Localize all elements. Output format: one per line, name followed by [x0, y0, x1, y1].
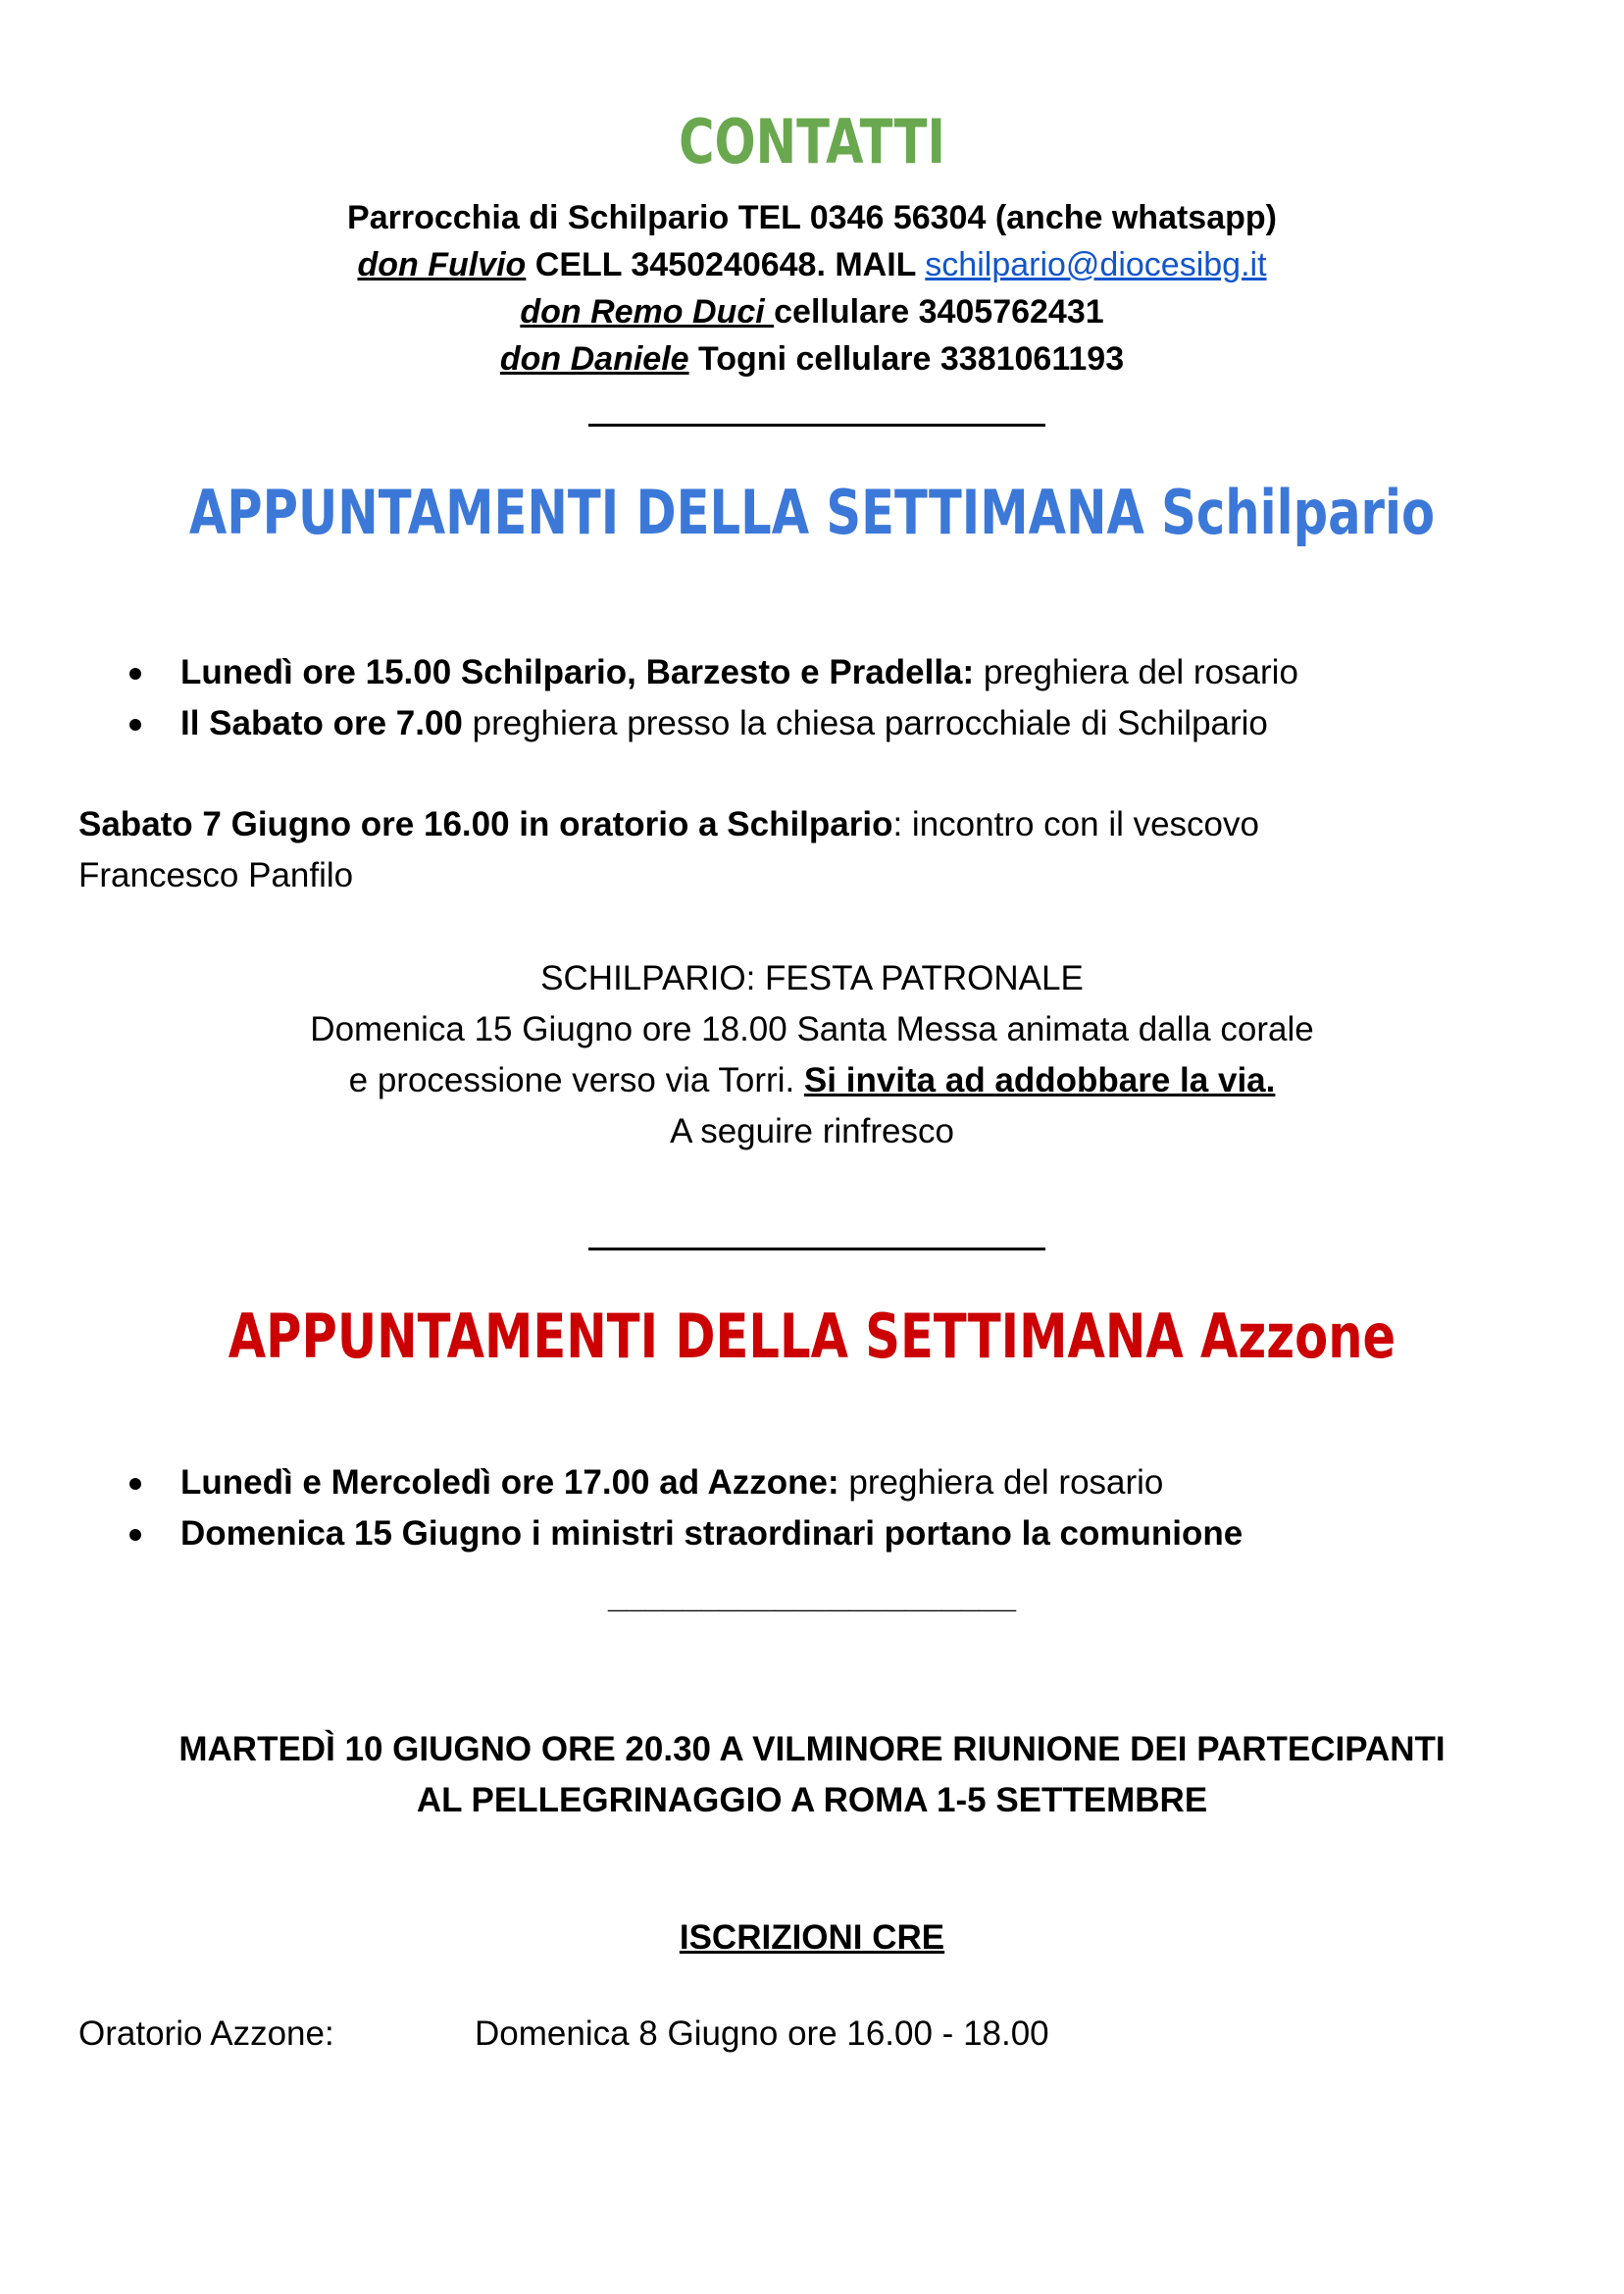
priest-name-remo: don Remo Duci	[520, 293, 775, 331]
azzone-title-main: APPUNTAMENTI DELLA SETTIMANA	[228, 1300, 1184, 1372]
list-item-bold: Il Sabato ore 7.00	[180, 704, 463, 742]
list-item-bold: Lunedì e Mercoledì ore 17.00 ad Azzone:	[180, 1463, 839, 1502]
list-item	[129, 698, 1551, 749]
cre-label: Oratorio Azzone:	[78, 2014, 334, 2053]
azzone-title	[163, 1300, 1462, 1372]
list-item	[129, 1457, 1551, 1508]
festa-line-1: Domenica 15 Giugno ore 18.00 Santa Messa animata dalla corale	[310, 1010, 1314, 1048]
list-item-bold: Lunedì ore 15.00 Schilpario, Barzesto e Pradella:	[180, 653, 975, 691]
festa-line-3: A seguire rinfresco	[670, 1112, 954, 1150]
divider-3: ______________________	[607, 1578, 1016, 1615]
cre-title: ISCRIZIONI CRE	[679, 1918, 945, 1957]
festa-title: SCHILPARIO: FESTA PATRONALE	[540, 959, 1084, 997]
list-item	[129, 1508, 1551, 1559]
schilpario-title-place: Schilpario	[1143, 477, 1436, 548]
email-link[interactable]: schilpario@diocesibg.it	[925, 246, 1267, 283]
azzone-title-place: Azzone	[1183, 1300, 1396, 1372]
meeting-bishop: Francesco Panfilo	[78, 856, 354, 894]
pilgrimage-line-2: AL PELLEGRINAGGIO A ROMA 1-5 SETTEMBRE	[416, 1781, 1208, 1819]
contact-line-remo	[0, 288, 1624, 335]
pilgrimage-line-1: MARTEDÌ 10 GIUGNO ORE 20.30 A VILMINORE RIUNIONE DEI PARTECIPANTI	[178, 1730, 1446, 1768]
divider-2	[588, 1248, 1045, 1250]
contact-line-fulvio	[0, 241, 1624, 288]
daniele-contact: Togni cellulare 3381061193	[688, 340, 1125, 378]
fulvio-contact: CELL 3450240648. MAIL	[526, 246, 926, 283]
bishop-meeting	[78, 799, 1549, 901]
divider-1	[588, 424, 1045, 427]
schilpario-list	[129, 647, 1551, 749]
azzone-list	[129, 1457, 1551, 1559]
list-item-text: preghiera del rosario	[974, 653, 1298, 691]
list-item-bold: Domenica 15 Giugno i ministri straordinari portano la comunione	[180, 1514, 1243, 1553]
priest-name-fulvio: don Fulvio	[357, 246, 527, 283]
schilpario-title	[163, 477, 1462, 548]
contact-line-daniele	[0, 335, 1624, 382]
cre-value: Domenica 8 Giugno ore 16.00 - 18.00	[475, 2014, 1049, 2053]
contact-line-parish	[0, 194, 1624, 241]
remo-contact: cellulare 3405762431	[774, 293, 1104, 331]
priest-name-daniele: don Daniele	[499, 340, 689, 378]
list-item-text: preghiera presso la chiesa parrocchiale di Schilpario	[462, 704, 1268, 742]
meeting-what: : incontro con il vescovo	[892, 805, 1259, 843]
festa-invite: Si invita ad addobbare la via.	[803, 1061, 1276, 1099]
list-item	[129, 647, 1551, 698]
contacts-title: CONTATTI	[679, 106, 945, 178]
meeting-when: Sabato 7 Giugno ore 16.00 in oratorio a Schilpario	[78, 805, 893, 843]
list-item-text: preghiera del rosario	[838, 1463, 1164, 1502]
festa-line-2	[0, 1055, 1624, 1106]
schilpario-title-main: APPUNTAMENTI DELLA SETTIMANA	[188, 477, 1144, 548]
festa-procession: e processione verso via Torri.	[348, 1061, 804, 1099]
parish-phone: Parrocchia di Schilpario TEL 0346 56304 (anche whatsapp)	[347, 199, 1277, 236]
